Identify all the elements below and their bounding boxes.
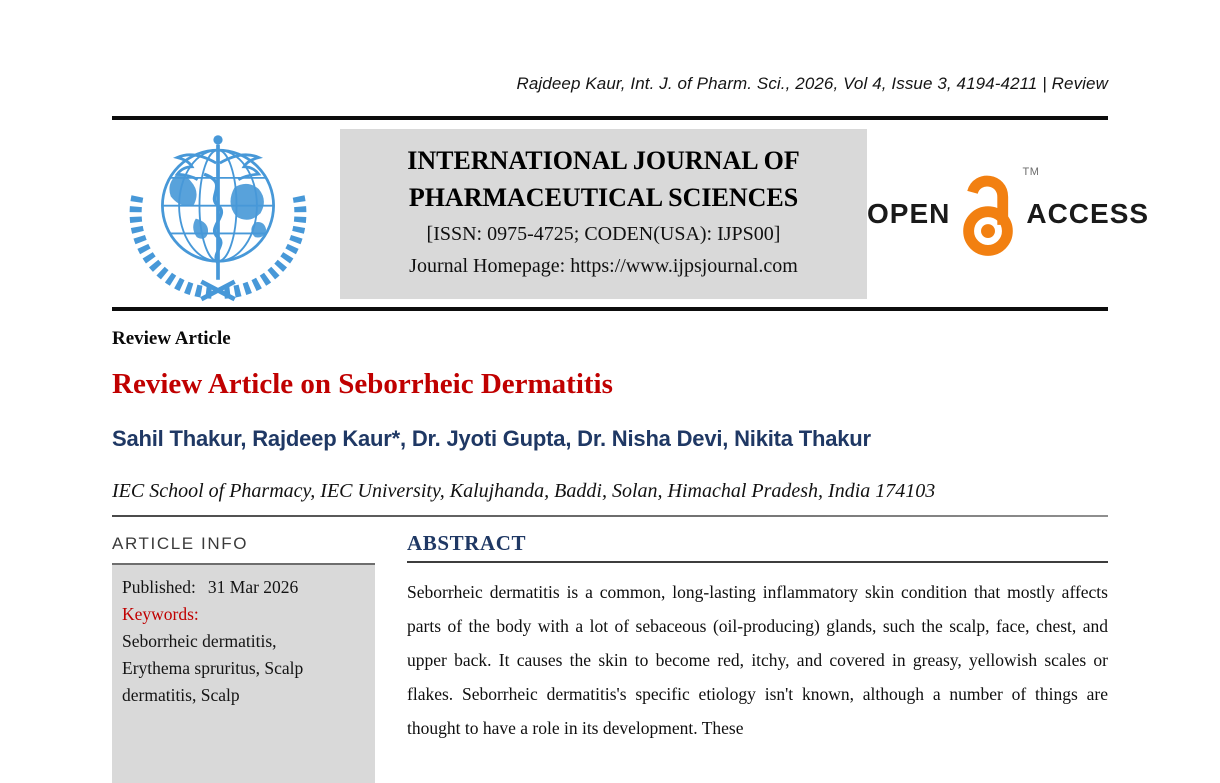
section-divider-rule [112,515,1108,517]
abstract-heading-row [407,531,1108,563]
authors-line: Sahil Thakur, Rajdeep Kaur*, Dr. Jyoti Gupta, Dr. Nisha Devi, Nikita Thakur [112,426,871,451]
article-title: Review Article on Seborrheic Dermatitis [112,368,613,400]
top-divider-rule [112,116,1108,120]
open-lock-icon [957,170,1019,258]
published-line [122,574,333,601]
article-type-label: Review Article [112,328,231,349]
running-head-citation: Rajdeep Kaur, Int. J. of Pharm. Sci., 2026, Vol 4, Issue 3, 4194-4211 | Review [516,74,1108,93]
article-info-column [112,531,375,783]
article-info-box [112,563,375,783]
masthead-divider-rule [112,307,1108,311]
abstract-column [407,531,1108,783]
caduceus-globe-wreath-icon [116,126,320,302]
page [112,0,1150,783]
journal-title-box [340,129,867,299]
open-access-access-label: ACCESS [1026,198,1150,229]
open-access-open-label: OPEN [867,198,951,229]
abstract-heading: ABSTRACT [407,531,527,555]
journal-title-line1: INTERNATIONAL JOURNAL OF [407,146,800,175]
trademark-symbol: TM [1022,166,1040,178]
journal-homepage-line: Journal Homepage: https://www.ijpsjournal.com [409,255,798,277]
keywords-text: Seborrheic dermatitis, Erythema spruritus, Scalp dermatitis, Scalp [122,631,304,705]
published-date: 31 Mar 2026 [207,577,299,597]
abstract-text: Seborrheic dermatitis is a common, long-lasting inflammatory skin condition that mostly affects parts of the body with a lot of sebaceous (oil-producing) glands, such the scalp, face, chest, and upper back. It causes the skin to become red, itchy, and covered in greasy, yellowish scales or flakes. Seborrheic dermatitis's specific etiology isn't known, although a number of things are thought to have a role in its development. These [407,582,1108,738]
journal-title-line2: PHARMACEUTICAL SCIENCES [408,183,799,212]
affiliation-line: IEC School of Pharmacy, IEC University, Kalujhanda, Baddi, Solan, Himachal Pradesh, India 174103 [112,480,936,502]
journal-issn-line: [ISSN: 0975-4725; CODEN(USA): IJPS00] [426,223,781,245]
info-abstract-columns [112,531,1108,783]
journal-title [340,142,867,216]
article-info-heading: ARTICLE INFO [112,534,249,553]
journal-emblem [112,126,324,302]
published-label: Published: [122,577,196,597]
journal-masthead [112,126,1150,302]
keywords-label: Keywords: [122,604,199,624]
open-access-logo [867,166,1150,258]
